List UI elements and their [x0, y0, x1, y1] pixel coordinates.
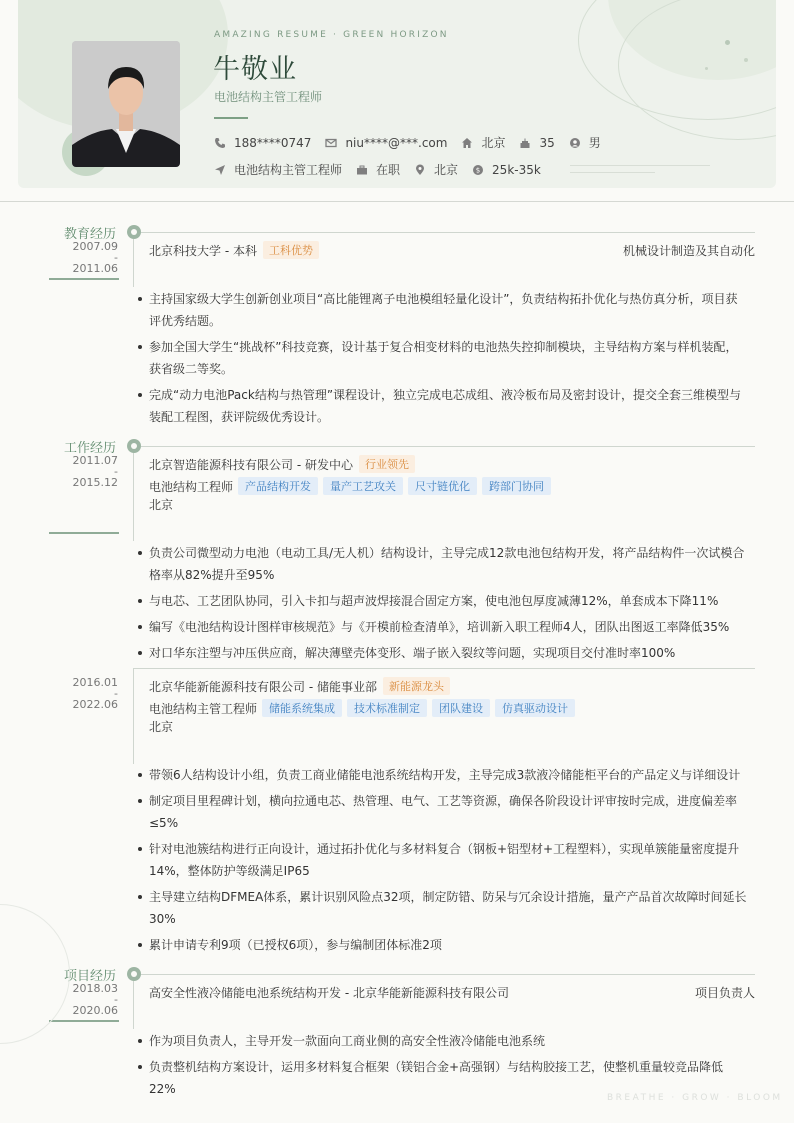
phone-text: 188****0747 — [234, 135, 312, 150]
decorative-dot — [725, 40, 730, 45]
resume-tagline: AMAZING RESUME · GREEN HORIZON — [214, 30, 449, 40]
education-start-date: 2007.09 — [72, 240, 118, 253]
list-item: 累计申请专利9项（已授权6项），参与编制团体标准2项 — [136, 934, 748, 956]
school-badge: 工科优势 — [263, 241, 319, 259]
gender-item — [569, 134, 601, 151]
work-section-title: 工作经历 — [63, 441, 116, 456]
project-role: 项目负责人 — [694, 986, 755, 1000]
project-name: 高安全性液冷储能电池系统结构开发 - 北京华能新能源科技有限公司 — [149, 986, 509, 1000]
list-item: 与电芯、工艺团队协同，引入卡扣与超声波焊接混合固定方案，使电池包厚度减薄12%，单套成本下降11% — [136, 590, 748, 612]
email-item — [325, 136, 447, 150]
job1-company: 北京智造能源科技有限公司 - 研发中心 — [149, 457, 353, 472]
job2-tag: 团队建设 — [432, 699, 490, 717]
candidate-name: 牛敬业 — [213, 54, 297, 85]
job2-position: 电池结构主管工程师 — [149, 701, 258, 716]
list-item: 主导建立结构DFMEA体系，累计识别风险点32项，制定防错、防呆与冗余设计措施，量产产品首次故障时间延长30% — [136, 886, 748, 930]
status-text: 在职 — [376, 163, 401, 177]
job2-start-date: 2016.01 — [72, 676, 118, 689]
contact-info-row — [214, 134, 615, 151]
job2-bullets — [136, 764, 748, 960]
decorative-dot — [744, 58, 748, 62]
section-rule — [141, 232, 755, 233]
footer-watermark: BREATHE · GROW · BLOOM — [607, 1093, 783, 1103]
list-item: 作为项目负责人，主导开发一款面向工商业侧的高安全性液冷储能电池系统 — [136, 1030, 748, 1052]
job2-end-date: 2022.06 — [72, 698, 118, 711]
salary-item — [472, 163, 541, 177]
school-name: 北京科技大学 - 本科 — [149, 243, 257, 258]
list-item: 带领6人结构设计小组，负责工商业储能电池系统结构开发，主导完成3款液冷储能柜平台的产品定义与详细设计 — [136, 764, 748, 786]
candidate-job-title: 电池结构主管工程师 — [214, 90, 323, 104]
list-item: 负责公司微型动力电池（电动工具/无人机）结构设计，主导完成12款电池包结构开发，将产品结构件一次试模合格率从82%提升至95% — [136, 542, 748, 586]
section-underline — [49, 532, 119, 534]
job2-city-text: 北京 — [149, 720, 174, 734]
avatar — [72, 41, 180, 167]
decorative-line — [570, 172, 655, 173]
city-item — [461, 134, 505, 151]
salary-text: 25k-35k — [492, 162, 541, 177]
job1-head — [149, 455, 415, 473]
home-icon — [461, 137, 473, 149]
list-item: 参加全国大学生“挑战杯”科技竞赛，设计基于复合相变材料的电池热失控抑制模块，主导结构方案与样机装配，获省级二等奖。 — [136, 336, 748, 380]
target-position-text: 电池结构主管工程师 — [234, 163, 343, 177]
job1-city-text: 北京 — [149, 498, 174, 512]
send-icon — [214, 164, 226, 176]
job1-tag: 尺寸链优化 — [408, 477, 477, 495]
job2-tag: 储能系统集成 — [262, 699, 342, 717]
city-text: 北京 — [481, 136, 506, 150]
job2-tag: 仿真驱动设计 — [495, 699, 575, 717]
mail-icon — [325, 137, 337, 149]
decorative-line — [570, 165, 710, 166]
svg-text:$: $ — [475, 166, 481, 174]
section-underline — [49, 278, 119, 280]
project-section-title: 项目经历 — [63, 969, 116, 984]
section-rule — [141, 446, 755, 447]
list-item: 制定项目里程碑计划，横向拉通电芯、热管理、电气、工艺等资源，确保各阶段设计评审按时完成，进度偏差率≤5% — [136, 790, 748, 834]
job2-tag: 技术标准制定 — [347, 699, 427, 717]
education-bullets — [136, 288, 748, 432]
project-head — [149, 984, 509, 1001]
timeline-dot — [127, 967, 141, 981]
date-dash: - — [114, 465, 118, 478]
status-item — [356, 161, 400, 178]
phone-item — [214, 136, 311, 150]
education-section-title: 教育经历 — [63, 227, 116, 242]
education-entry-head — [149, 241, 319, 259]
job1-start-date: 2011.07 — [72, 454, 118, 467]
location-icon — [414, 164, 426, 176]
job1-position: 电池结构工程师 — [149, 479, 234, 494]
timeline-line — [133, 981, 134, 1029]
job2-city — [149, 718, 173, 735]
timeline-line — [133, 453, 134, 541]
section-rule — [141, 974, 755, 975]
job-intent-row — [214, 161, 555, 178]
job2-position-row — [149, 699, 575, 717]
job1-tag: 产品结构开发 — [238, 477, 318, 495]
age-item — [519, 136, 554, 150]
job1-tag: 跨部门协同 — [482, 477, 551, 495]
date-dash: - — [114, 687, 118, 700]
decorative-dot — [705, 67, 708, 70]
job1-position-row — [149, 477, 551, 495]
job1-city — [149, 496, 173, 513]
target-position-item — [214, 161, 342, 178]
job2-company: 北京华能新能源科技有限公司 - 储能事业部 — [149, 679, 377, 694]
decorative-circle — [0, 904, 70, 1044]
job1-bullets — [136, 542, 748, 668]
timeline-dot — [127, 439, 141, 453]
timeline-line — [133, 239, 134, 287]
list-item: 主持国家级大学生创新创业项目“高比能锂离子电池模组轻量化设计”，负责结构拓扑优化与热仿真分析，项目获评优秀结题。 — [136, 288, 748, 332]
name-underline — [214, 117, 248, 119]
project-start-date: 2018.03 — [72, 982, 118, 995]
education-end-date: 2011.06 — [72, 262, 118, 275]
age-text: 35 — [539, 135, 555, 150]
job2-head — [149, 677, 450, 695]
list-item: 编写《电池结构设计图样审核规范》与《开模前检查清单》，培训新入职工程师4人，团队出图返工率降低35% — [136, 616, 748, 638]
project-end-date: 2020.06 — [72, 1004, 118, 1017]
job2-badge: 新能源龙头 — [383, 677, 450, 695]
timeline-dot — [127, 225, 141, 239]
job1-badge: 行业领先 — [359, 455, 415, 473]
age-icon — [519, 137, 531, 149]
job1-end-date: 2015.12 — [72, 476, 118, 489]
header-divider — [0, 201, 794, 202]
date-dash: - — [114, 251, 118, 264]
date-dash: - — [114, 993, 118, 1006]
timeline-line — [133, 668, 134, 764]
list-item: 对口华东注塑与冲压供应商，解决薄壁壳体变形、端子嵌入裂纹等问题，实现项目交付准时率100% — [136, 642, 748, 664]
list-item: 负责整机结构方案设计，运用多材料复合框架（镁铝合金+高强钢）与结构胶接工艺，使整机重量较竞品降低22% — [136, 1056, 748, 1100]
section-underline — [49, 1020, 119, 1022]
list-item: 针对电池簇结构进行正向设计，通过拓扑优化与多材料复合（钢板+铝型材+工程塑料），实现单簇能量密度提升14%，整体防护等级满足IP65 — [136, 838, 748, 882]
briefcase-icon — [356, 164, 368, 176]
job1-tag: 量产工艺攻关 — [323, 477, 403, 495]
education-major: 机械设计制造及其自动化 — [622, 244, 755, 258]
entry-rule — [133, 668, 755, 669]
money-icon — [472, 164, 484, 176]
phone-icon — [214, 137, 226, 149]
target-city-item — [414, 161, 458, 178]
email-text: niu****@***.com — [345, 135, 448, 150]
gender-text: 男 — [588, 136, 601, 150]
decorative-curve — [618, 0, 776, 140]
target-city-text: 北京 — [434, 163, 459, 177]
gender-icon — [569, 137, 581, 149]
list-item: 完成“动力电池Pack结构与热管理”课程设计，独立完成电芯成组、液冷板布局及密封设计，提交全套三维模型与装配工程图，获评院级优秀设计。 — [136, 384, 748, 428]
